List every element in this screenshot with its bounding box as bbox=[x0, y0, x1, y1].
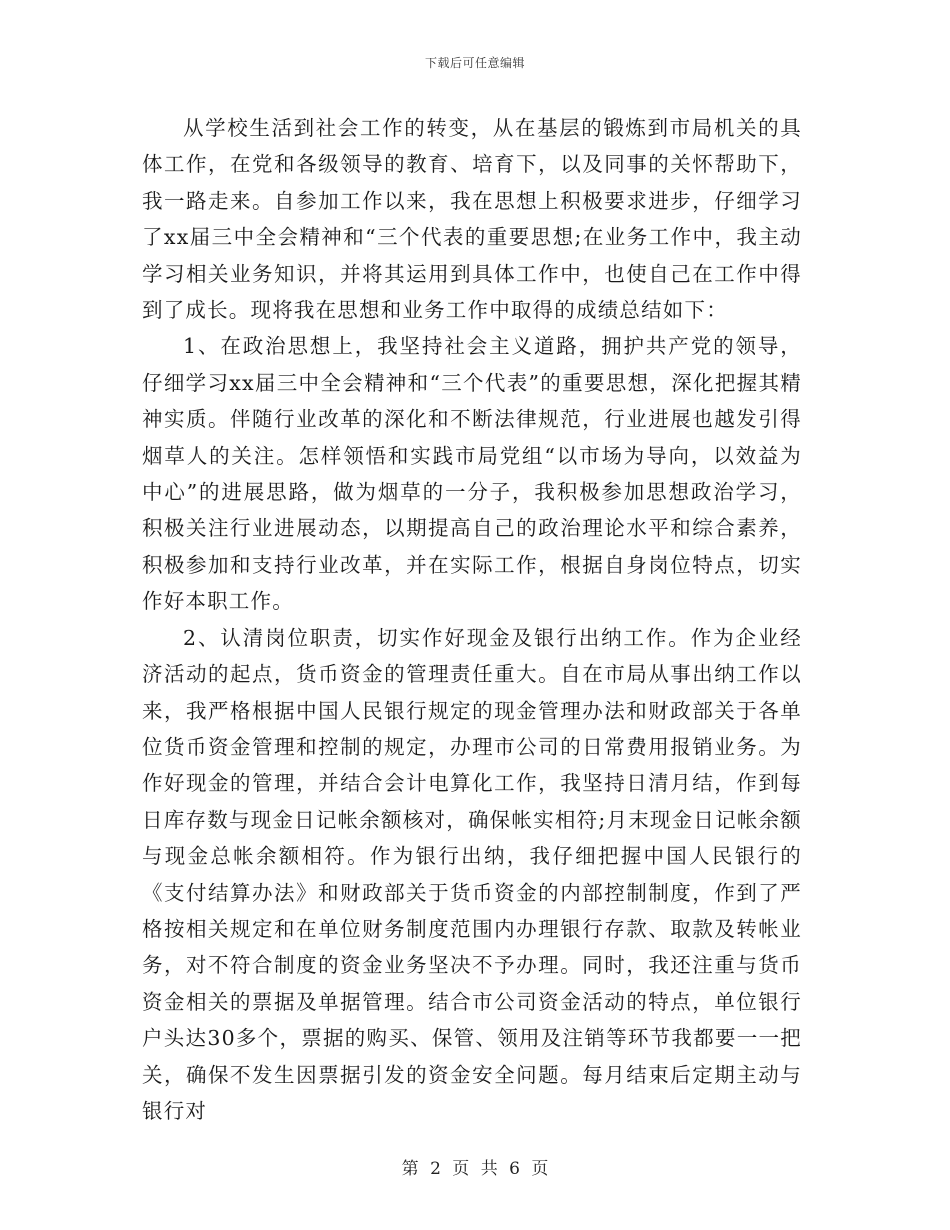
paragraph-intro: 从学校生活到社会工作的转变，从在基层的锻炼到市局机关的具体工作，在党和各级领导的教育、培育下，以及同事的关怀帮助下，我一路走来。自参加工作以来，我在思想上积极要求进步，仔细学习了xx届三中全会精神和“三个代表的重要思想;在业务工作中，我主动学习相关业务知识，并将其运用到具体工作中，也使自己在工作中得到了成长。现将我在思想和业务工作中取得的成绩总结如下： bbox=[142, 116, 802, 323]
paragraph-political-thought: 1、在政治思想上，我坚持社会主义道路，拥护共产党的领导，仔细学习xx届三中全会精神和“三个代表”的重要思想，深化把握其精神实质。伴随行业改革的深化和不断法律规范，行业进展也越发引得烟草人的关注。怎样领悟和实践市局党组“以市场为导向，以效益为中心”的进展思路，做为烟草的一分子，我积极参加思想政治学习，积极关注行业进展动态，以期提高自己的政治理论水平和综合素养，积极参加和支持行业改革，并在实际工作，根据自身岗位特点，切实作好本职工作。 bbox=[142, 334, 802, 614]
page-header: 下载后可任意编辑 bbox=[424, 56, 525, 70]
page-footer: 第 2 页 共 6 页 bbox=[401, 1159, 549, 1179]
document-body bbox=[142, 110, 802, 1129]
paragraph-cashier-duties: 2、认清岗位职责，切实作好现金及银行出纳工作。作为企业经济活动的起点，货币资金的管理责任重大。自在市局从事出纳工作以来，我严格根据中国人民银行规定的现金管理办法和财政部关于各单位货币资金管理和控制的规定，办理市公司的日常费用报销业务。为作好现金的管理，并结合会计电算化工作，我坚持日清月结，作到每日库存数与现金日记帐余额核对，确保帐实相符;月末现金日记帐余额与现金总帐余额相符。作为银行出纳，我仔细把握中国人民银行的《支付结算办法》和财政部关于货币资金的内部控制制度，作到了严格按相关规定和在单位财务制度范围内办理银行存款、取款及转帐业务，对不符合制度的资金业务坚决不予办理。同时，我还注重与货币资金相关的票据及单据管理。结合市公司资金活动的特点，单位银行户头达30多个，票据的购买、保管、领用及注销等环节我都要一一把关，确保不发生因票据引发的资金安全问题。每月结束后定期主动与银行对 bbox=[142, 625, 802, 1123]
